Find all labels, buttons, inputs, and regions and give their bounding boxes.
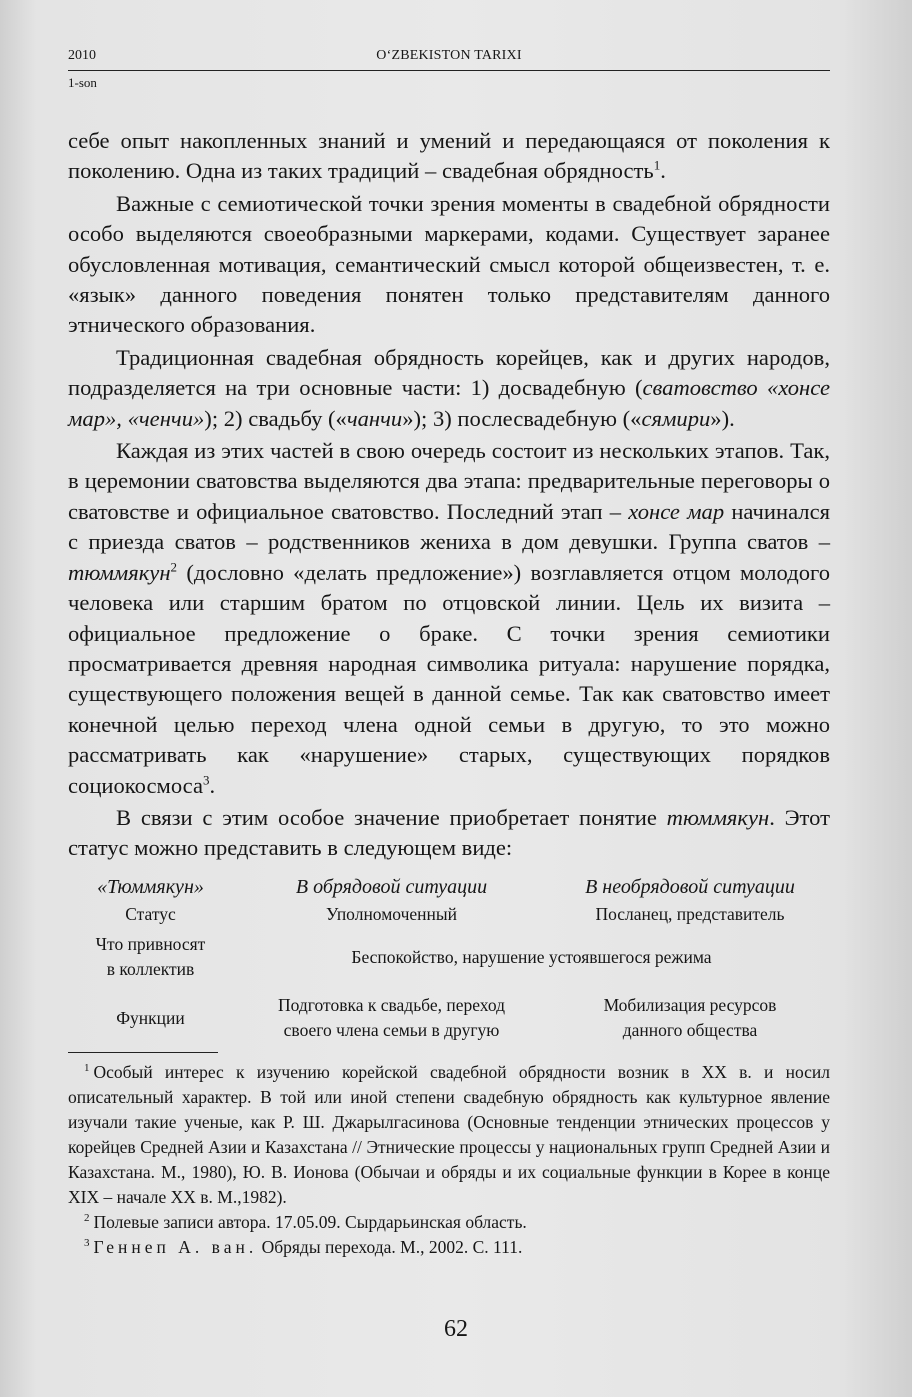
table-header-cell: «Тюммякун» (97, 875, 204, 898)
table-row (68, 927, 830, 987)
footnote-divider (68, 1052, 218, 1053)
table-cell: Уполномоченный (325, 904, 458, 924)
footnote-ref-2[interactable]: 2 (170, 559, 178, 575)
table-header-cell: В необрядовой ситуации (585, 875, 795, 898)
paragraph-1: себе опыт накопленных знаний и умений и передающаяся от поколения к поколению. Одна из таких традиций – свадебная обрядность$^1$. (68, 128, 830, 184)
status-table (68, 872, 830, 1049)
paragraph-3: Традиционная свадебная обрядность корейцев, как и других народов, подразделяется на три основные части: 1) досвадебную (сватовство «хонсе мар», «ченчи»); 2) свадьбу («чанчи»); 3) послесвадебную («сямири»). (68, 344, 830, 431)
table-header-cell: В обрядовой ситуации (295, 875, 488, 898)
header-journal-title: O‘ZBEKISTON TARIXI (376, 48, 522, 63)
paragraph-5: В связи с этим особое значение приобретает понятие тюммякун. Этот статус можно представить в следующем виде: (68, 804, 830, 861)
paragraph-4: Каждая из этих частей в свою очередь состоит из нескольких этапов. Так, в церемонии сватовства выделяются два этапа: предварительные переговоры о сватовстве и официальное сватовство. Последний этап – хонсе мар начинался с приезда сватов – родственников жениха в дом девушки. Группа сватов – тюммякун$^2$ (дословно «делать предложение») возглавляется отцом молодого человека или старшим братом по отцовской линии. Цель их визита – официальное предложение о браке. С точки зрения семиотики просматривается древняя народная символика ритуала: нарушение порядка, существующего положения вещей в данной семье. Так как сватовство имеет конечной целью переход члена одной семьи в другую, то это можно рассматривать как «нарушение» старых, существующих порядков социокосмоса$^3$. (68, 438, 831, 798)
table-cell: Что привносят в коллектив (95, 934, 206, 979)
table-cell: Статус (125, 904, 176, 924)
footnote-1: $^1$ Особый интерес к изучению корейской свадебной обрядности возник в XX в. и носил описательный характер. В той или иной степени свадебную обрядность как культурное явление изучали такие ученые, как Р. Ш. Джарылгасинова (Основные тенденции этнических процессов у корейцев Средней Азии и Казахстана // Этнические процессы у национальных групп Средней Азии и Казахстана. М., 1980), Ю. В. Ионова (Обычаи и обряды и их социальные функции в Корее в конце XIX – начале XX в. М.,1982). (68, 1062, 830, 1207)
header-year: 2010 (68, 48, 96, 63)
table-cell: Посланец, представитель (595, 904, 785, 924)
table-row (68, 902, 830, 927)
footnote-3: $^3$ Геннеп А. ван. Обряды перехода. М., 2002. С. 111. (84, 1237, 523, 1257)
footnote-ref-1[interactable]: 1 (653, 157, 661, 173)
page-number: 62 (444, 1316, 468, 1342)
header-issue: 1-son (68, 75, 97, 90)
paragraph-2: Важные с семиотической точки зрения моменты в свадебной обрядности особо выделяются своеобразными маркерами, кодами. Существует заранее обусловленная мотивация, семантический смысл которой общеизвестен, т. е. «язык» данного поведения понятен только представителям данного этнического образования. (68, 190, 830, 338)
header-rule (68, 70, 830, 71)
main-text (68, 126, 830, 864)
running-header (68, 48, 830, 92)
table-row (68, 987, 830, 1049)
footnotes (68, 1060, 830, 1260)
table-cell: Подготовка к свадьбе, переход своего члена семьи в другую (277, 995, 506, 1040)
table-cell: Мобилизация ресурсов данного общества (603, 995, 777, 1040)
table-cell: Функции (116, 1007, 185, 1028)
footnote-ref-3[interactable]: 3 (203, 772, 210, 787)
footnote-2: $^2$ Полевые записи автора. 17.05.09. Сырдарьинская область. (84, 1212, 527, 1232)
table-header-row (68, 872, 830, 902)
table-cell: Беспокойство, нарушение устоявшегося режима (351, 946, 712, 967)
